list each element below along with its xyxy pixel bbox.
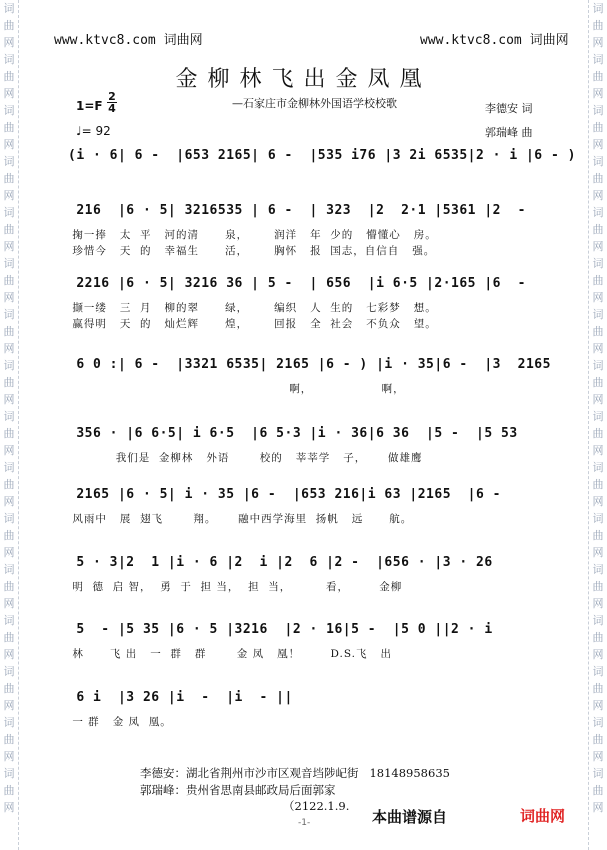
side-watermark-char: 网 [592, 546, 604, 559]
side-watermark-char: 词 [3, 665, 15, 678]
side-watermark-char: 曲 [3, 733, 15, 746]
side-watermark-char: 网 [592, 393, 604, 406]
notation-line: 2216 |6 · 5| 3216 36 | 5 - | 656 |i 6·5 |2·165 |6 - [68, 276, 526, 291]
side-watermark-char: 词 [3, 461, 15, 474]
side-watermark-char: 词 [592, 359, 604, 372]
lyricist-credit: 李德安 词 [485, 102, 533, 115]
side-watermark-char: 网 [592, 801, 604, 814]
side-watermark-char: 网 [592, 189, 604, 202]
side-watermark-char: 网 [592, 648, 604, 661]
lyric-line-verse-1: 啊， 啊， [68, 383, 405, 395]
side-watermark-char: 曲 [592, 19, 604, 32]
side-watermark-char: 词 [3, 512, 15, 525]
page-number: -1- [298, 818, 311, 828]
side-watermark-char: 词 [592, 767, 604, 780]
side-watermark-char: 曲 [592, 223, 604, 236]
side-watermark-char: 词 [592, 665, 604, 678]
side-watermark-char: 曲 [592, 376, 604, 389]
side-watermark-char: 网 [3, 546, 15, 559]
lyric-line-verse-2: 赢得明 天 的 灿烂辉 煌， 回报 全 社会 不负众 望。 [68, 318, 437, 330]
lyric-line-verse-2: 珍惜今 天 的 幸福生 活， 胸怀 报 国志，自信自 强。 [68, 245, 436, 257]
side-watermark-char: 词 [592, 2, 604, 15]
side-watermark-char: 曲 [3, 631, 15, 644]
side-watermark-char: 网 [592, 444, 604, 457]
watermark-right: www.ktvc8.com 词曲网 [420, 33, 569, 48]
notation-line: 5 · 3|2 1 |i · 6 |2 i |2 6 |2 - |656 · |3 · 26 [68, 555, 493, 570]
side-watermark-char: 词 [3, 563, 15, 576]
side-watermark-char: 词 [3, 716, 15, 729]
lyric-line-verse-1: 一 群 金 凤 凰。 [68, 716, 172, 728]
side-watermark-char: 曲 [592, 682, 604, 695]
lyric-line-verse-1: 明 德 启 智， 勇 于 担 当， 担 当， 看， 金柳 [68, 581, 403, 593]
side-watermark-char: 词 [592, 155, 604, 168]
side-watermark-char: 词 [3, 767, 15, 780]
time-signature-bottom: 4 [108, 102, 116, 115]
side-watermark-char: 词 [592, 257, 604, 270]
composer-credit: 郭瑞峰 曲 [485, 126, 533, 139]
footer-contact-lyricist: 李德安：湖北省荆州市沙市区观音垱陟屺街 18148958635 [140, 766, 450, 780]
notation-line: 2165 |6 · 5| i · 35 |6 - |653 216|i 63 |2165 |6 - [68, 487, 501, 502]
side-watermark-char: 词 [3, 104, 15, 117]
side-watermark-char: 网 [3, 495, 15, 508]
side-watermark-char: 曲 [592, 325, 604, 338]
side-watermark-char: 词 [592, 53, 604, 66]
side-watermark-char: 网 [592, 699, 604, 712]
side-watermark-char: 曲 [592, 784, 604, 797]
side-watermark-char: 曲 [592, 733, 604, 746]
side-watermark-char: 词 [592, 206, 604, 219]
lyric-line-verse-1: 我们是 金柳林 外语 校的 莘莘学 子， 做雄鹰 [68, 452, 423, 464]
side-watermark-char: 曲 [592, 121, 604, 134]
side-watermark-char: 词 [592, 410, 604, 423]
side-watermark-char: 曲 [3, 529, 15, 542]
side-watermark-char: 网 [3, 750, 15, 763]
side-watermark-char: 曲 [3, 70, 15, 83]
side-watermark-char: 词 [3, 206, 15, 219]
side-watermark-char: 词 [3, 359, 15, 372]
lyric-line-verse-1: 风雨中 展 翅飞 翔。 融中西学海里 扬帆 远 航。 [68, 513, 413, 525]
notation-line: 216 |6 · 5| 3216535 | 6 - | 323 |2 2·1 |5361 |2 - [68, 203, 526, 218]
side-watermark-char: 网 [592, 36, 604, 49]
notation-line: (i · 6| 6 - |653 2165| 6 - |535 i76 |3 2i 6535|2 · i |6 - ) [68, 148, 576, 163]
song-subtitle: —石家庄市金柳林外国语学校校歌 [232, 97, 397, 110]
side-watermark-char: 网 [3, 138, 15, 151]
side-watermark-char: 曲 [3, 682, 15, 695]
side-watermark-char: 词 [592, 716, 604, 729]
side-watermark-char: 网 [3, 87, 15, 100]
side-watermark-char: 曲 [3, 274, 15, 287]
side-watermark-char: 词 [592, 614, 604, 627]
side-watermark-char: 网 [592, 138, 604, 151]
side-watermark-char: 词 [3, 614, 15, 627]
side-watermark-char: 曲 [3, 19, 15, 32]
side-watermark-char: 曲 [3, 427, 15, 440]
side-watermark-char: 曲 [3, 784, 15, 797]
lyric-line-verse-1: 掬一捧 太 平 河的清 泉， 润洋 年 少的 懵懂心 房。 [68, 229, 437, 241]
side-watermark-char: 网 [3, 801, 15, 814]
side-watermark-char: 网 [3, 393, 15, 406]
source-site-logo: 词曲网 [520, 807, 566, 825]
side-watermark-char: 曲 [3, 223, 15, 236]
source-label: 本曲谱源自 [372, 808, 448, 826]
side-watermark-char: 网 [3, 36, 15, 49]
side-watermark-char: 网 [3, 444, 15, 457]
side-watermark-char: 曲 [3, 376, 15, 389]
side-watermark-char: 网 [3, 291, 15, 304]
side-watermark-char: 网 [3, 189, 15, 202]
side-watermark-char: 网 [592, 342, 604, 355]
side-watermark-char: 曲 [3, 325, 15, 338]
side-watermark-char: 词 [592, 461, 604, 474]
side-watermark-char: 词 [592, 563, 604, 576]
side-watermark-char: 词 [3, 308, 15, 321]
side-watermark-char: 曲 [3, 478, 15, 491]
side-watermark-char: 词 [592, 308, 604, 321]
notation-line: 356 · |6 6·5| i 6·5 |6 5·3 |i · 36|6 36 |5 - |5 53 [68, 426, 518, 441]
notation-line: 6 i |3 26 |i - |i - || [68, 690, 293, 705]
side-watermark-char: 曲 [592, 172, 604, 185]
side-watermark-char: 网 [3, 240, 15, 253]
side-watermark-char: 网 [592, 291, 604, 304]
side-watermark-char: 曲 [3, 580, 15, 593]
tempo-marking: ♩= 92 [76, 124, 111, 138]
notation-line: 5 - |5 35 |6 · 5 |3216 |2 · 16|5 - |5 0 ||2 · i [68, 622, 493, 637]
side-watermark-char: 词 [3, 410, 15, 423]
side-watermark-char: 词 [592, 104, 604, 117]
notation-line: 6 0 :| 6 - |3321 6535| 2165 |6 - ) |i · 35|6 - |3 2165 [68, 357, 551, 372]
side-watermark-char: 词 [3, 2, 15, 15]
lyric-line-verse-1: 撷一缕 三 月 柳的翠 绿， 编织 人 生的 七彩梦 想。 [68, 302, 437, 314]
footer-contact-composer: 郭瑞峰：贵州省思南县邮政局后面郭家 [140, 783, 336, 797]
side-watermark-char: 网 [3, 648, 15, 661]
side-watermark-char: 曲 [592, 631, 604, 644]
footer-date: （2122.1.9. [283, 799, 350, 813]
key-signature: 1=F [76, 99, 103, 113]
side-watermark-char: 网 [592, 597, 604, 610]
side-watermark-char: 曲 [592, 70, 604, 83]
side-watermark-char: 曲 [3, 172, 15, 185]
side-watermark-char: 词 [592, 512, 604, 525]
side-watermark-char: 网 [592, 240, 604, 253]
watermark-left: www.ktvc8.com 词曲网 [54, 33, 203, 48]
side-watermark-char: 曲 [592, 478, 604, 491]
song-title: 金柳林飞出金凤凰 [175, 67, 432, 92]
side-watermark-char: 网 [592, 750, 604, 763]
side-watermark-char: 曲 [592, 580, 604, 593]
side-watermark-char: 曲 [3, 121, 15, 134]
side-watermark-char: 网 [3, 597, 15, 610]
side-watermark-char: 网 [3, 342, 15, 355]
side-watermark-char: 网 [592, 495, 604, 508]
side-watermark-char: 曲 [592, 529, 604, 542]
side-watermark-char: 词 [3, 257, 15, 270]
side-watermark-char: 曲 [592, 274, 604, 287]
side-watermark-char: 网 [3, 699, 15, 712]
lyric-line-verse-1: 林 飞 出 一 群 群 金 凤 凰！ D.S.飞 出 [68, 648, 393, 660]
side-watermark-char: 曲 [592, 427, 604, 440]
time-signature-top: 2 [108, 90, 116, 103]
side-watermark-char: 网 [592, 87, 604, 100]
side-watermark-char: 词 [3, 53, 15, 66]
side-watermark-char: 词 [3, 155, 15, 168]
